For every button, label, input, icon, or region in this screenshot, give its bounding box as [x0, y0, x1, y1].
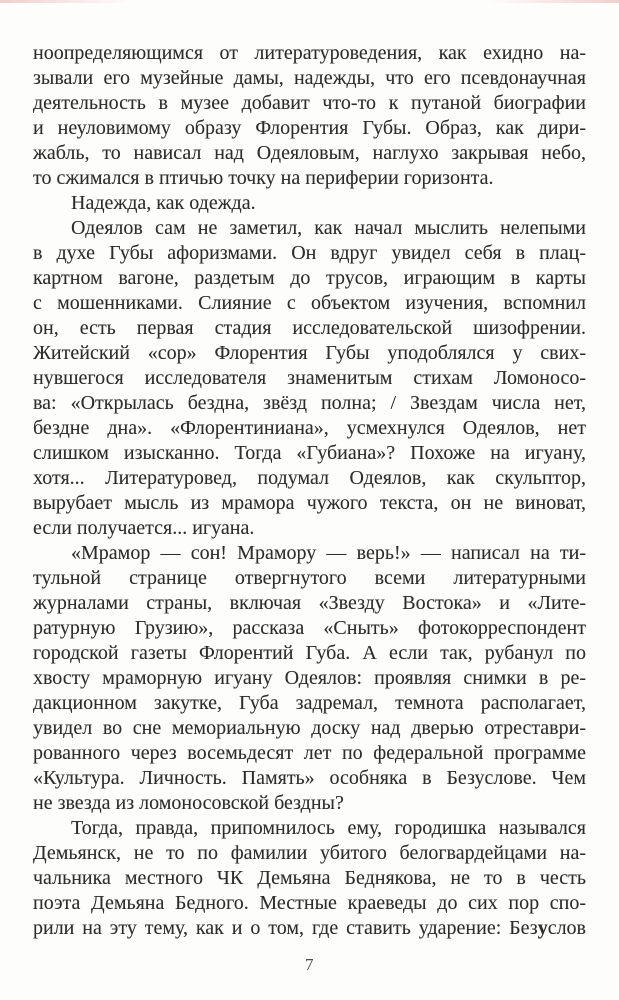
text-line: журналами страны, включая «Звезду Востока» и «Лите- [33, 592, 586, 614]
text-line: картном вагоне, раздетым до трусов, играющим в карты [33, 267, 586, 289]
text-line: «Мрамор — сон! Мрамору — верь!» — написал на ти- [71, 542, 586, 564]
scan-artifact-top-left [0, 0, 130, 3]
text-line: деятельность в музее добавит что-то к путаной биографии [33, 92, 586, 114]
text-line: Демьянск, не то по фамилии убитого белогвардейцами на- [33, 842, 586, 864]
text-line: тульной странице отвергнутого всеми литературными [33, 567, 586, 589]
page-number: 7 [305, 955, 314, 974]
paragraph [33, 216, 586, 541]
text-line: не звезда из ломоносовской бездны? [33, 792, 344, 814]
paragraph [33, 41, 586, 191]
text-line: он, есть первая стадия исследовательской шизофрении. [33, 317, 586, 339]
text-line: если получается... игуана. [33, 517, 255, 539]
text-line: вырубает мысль из мрамора чужого текста, он не виноват, [33, 492, 586, 514]
text-line: ва: «Открылась бездна, звёзд полна; / Звездам числа нет, [33, 392, 586, 414]
text-line: Одеялов сам не заметил, как начал мыслить нелепыми [71, 217, 586, 239]
text-line: «Культура. Личность. Память» особняка в Безуслове. Чем [33, 767, 586, 789]
paragraph [33, 541, 586, 816]
text-line: слишком изысканно. Тогда «Губиана»? Похоже на игуану, [33, 442, 586, 464]
text-line: в духе Губы афоризмами. Он вдруг увидел себя в плац- [33, 242, 586, 264]
text-line: Тогда, правда, припомнилось ему, городишка назывался [71, 817, 586, 839]
text-line: поэта Демьяна Бедного. Местные краеведы до сих пор спо- [33, 892, 586, 914]
text-line: чальника местного ЧК Демьяна Беднякова, не то в честь [33, 867, 586, 889]
text-line: Житейский «сор» Флорентия Губы уподоблялся у свих- [33, 342, 586, 364]
text-line: дакционном закутке, Губа задремал, темнота располагает, [33, 692, 586, 714]
paragraph [33, 191, 586, 216]
text-line: хвосту мраморную игуану Одеялов: проявляя снимки в ре- [33, 667, 586, 689]
text-line: увидел во сне мемориальную доску над дверью отреставри- [33, 717, 586, 739]
text-line: Надежда, как одежда. [71, 192, 256, 214]
text-line: рили на эту тему, как и о том, где ставить ударение: Безуслов [33, 917, 586, 939]
text-line: бездне дна». «Флорентиниана», усмехнулся Одеялов, нет [33, 417, 586, 439]
text-line: и неуловимому образу Флорентия Губы. Образ, как дири- [33, 117, 586, 139]
text-line: зывали его музейные дамы, надежды, что его псевдонаучная [33, 67, 586, 89]
text-line: ноопределяющимся от литературоведения, как ехидно на- [33, 42, 586, 64]
text-line: с мошенниками. Слияние с объектом изучения, вспомнил [33, 292, 586, 314]
text-line: рованного через восемьдесят лет по федеральной программе [33, 742, 586, 764]
text-block [33, 41, 586, 941]
text-line: ратурную Грузию», рассказа «Сныть» фотокорреспондент [33, 617, 586, 639]
text-line: городской газеты Флорентий Губа. А если так, рубанул по [33, 642, 586, 664]
scan-artifact-top-right [489, 0, 619, 3]
text-line: хотя... Литературовед, подумал Одеялов, как скульптор, [33, 467, 586, 489]
text-line: нувшегося исследователя знаменитым стихам Ломоносо- [33, 367, 586, 389]
text-line: жабль, то нависал над Одеяловым, наглухо закрывая небо, [33, 142, 586, 164]
paragraph [33, 816, 586, 941]
text-line: то сжимался в птичью точку на периферии горизонта. [33, 167, 494, 189]
